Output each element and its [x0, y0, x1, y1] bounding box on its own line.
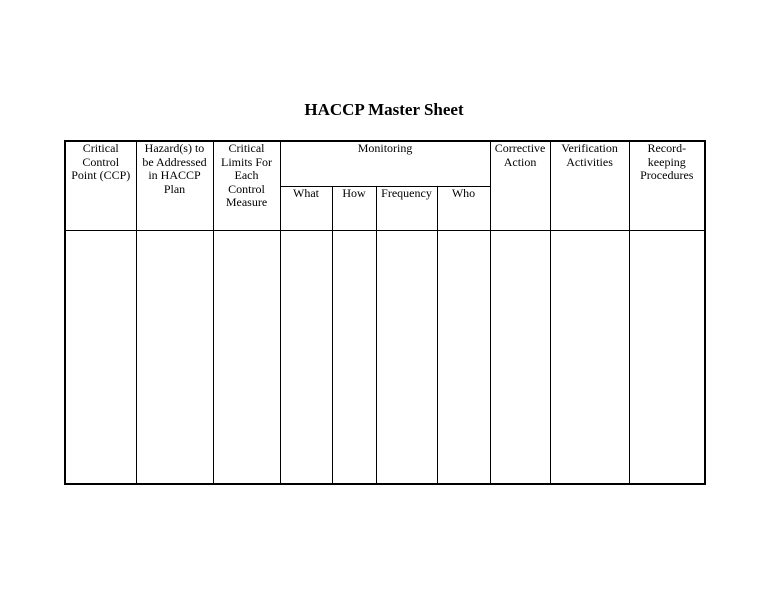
- cell-critical-limits[interactable]: [213, 231, 280, 485]
- header-who: [437, 187, 490, 231]
- header-verification: [550, 141, 629, 231]
- header-critical-limits: [213, 141, 280, 231]
- entry-row: [65, 231, 705, 485]
- header-hazards: [136, 141, 213, 231]
- cell-corrective-action[interactable]: [490, 231, 550, 485]
- header-how: [332, 187, 376, 231]
- header-who-label: Who: [451, 186, 476, 200]
- page-title: HACCP Master Sheet: [304, 100, 464, 119]
- cell-verification[interactable]: [550, 231, 629, 485]
- header-recordkeeping-label: Record- keeping Procedures: [640, 141, 694, 182]
- header-corrective-action: [490, 141, 550, 231]
- header-what-label: What: [293, 186, 319, 200]
- header-hazards-label: Hazard(s) to be Addressed in HACCP Plan: [142, 141, 207, 196]
- cell-how[interactable]: [332, 231, 376, 485]
- cell-hazards[interactable]: [136, 231, 213, 485]
- cell-ccp[interactable]: [65, 231, 136, 485]
- cell-recordkeeping[interactable]: [629, 231, 705, 485]
- cell-frequency[interactable]: [376, 231, 437, 485]
- header-ccp: [65, 141, 136, 231]
- haccp-master-table: [64, 140, 706, 485]
- header-critical-limits-label: Critical Limits For Each Control Measure: [220, 141, 272, 209]
- header-frequency: [376, 187, 437, 231]
- header-what: [280, 187, 332, 231]
- header-how-label: How: [342, 186, 366, 200]
- header-corrective-action-label: Corrective Action: [494, 141, 546, 169]
- cell-what[interactable]: [280, 231, 332, 485]
- cell-who[interactable]: [437, 231, 490, 485]
- header-recordkeeping: [629, 141, 705, 231]
- header-row: [65, 141, 705, 187]
- header-verification-label: Verification Activities: [561, 141, 618, 169]
- header-ccp-label: Critical Control Point (CCP): [71, 141, 131, 182]
- header-monitoring-label: Monitoring: [357, 141, 413, 155]
- header-monitoring: [280, 141, 490, 187]
- header-frequency-label: Frequency: [381, 186, 432, 200]
